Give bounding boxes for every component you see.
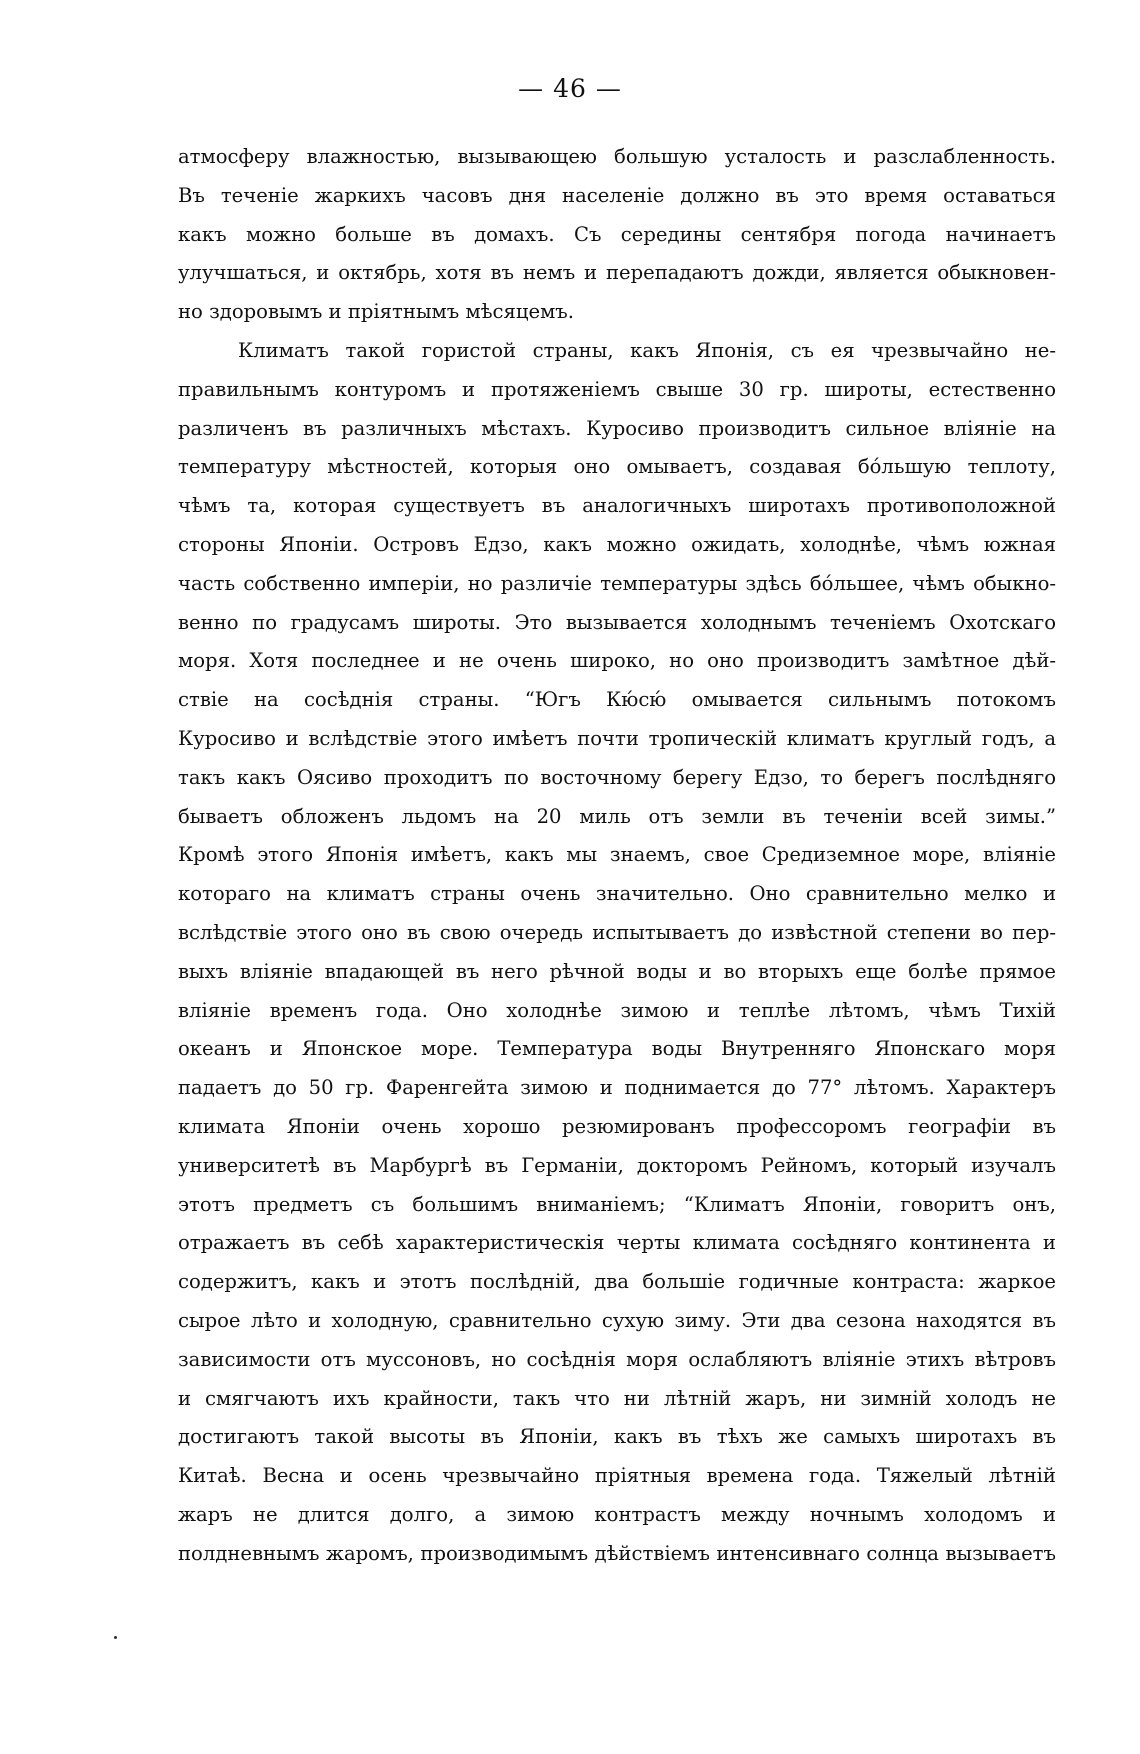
text-line: этотъ предметъ съ большимъ вниманіемъ; “Климатъ Японіи, говоритъ онъ, — [178, 1192, 1056, 1216]
text-line: котораго на климатъ страны очень значительно. Оно сравнительно мелко и — [178, 882, 1056, 906]
text-line: содержитъ, какъ и этотъ послѣдній, два большіе годичные контраста: жаркое — [178, 1270, 1056, 1294]
text-line: температуру мѣстностей, которыя оно омываетъ, создавая бо́льшую теплоту, — [178, 455, 1056, 479]
text-line: Въ теченіе жаркихъ часовъ дня населеніе должно въ это время оставаться — [178, 183, 1056, 207]
text-line: бываетъ обложенъ льдомъ на 20 миль отъ земли въ теченіи всей зимы.” — [178, 804, 1056, 828]
text-line: вслѣдствіе этого оно въ свою очередь испытываетъ до извѣстной степени во пер- — [178, 920, 1056, 944]
ink-speck — [114, 1636, 117, 1639]
text-line: атмосферу влажностью, вызывающею большую усталость и разслабленность. — [178, 145, 1056, 168]
text-line: падаетъ до 50 гр. Фаренгейта зимою и поднимается до 77° лѣтомъ. Характеръ — [178, 1076, 1056, 1100]
text-line: чѣмъ та, которая существуетъ въ аналогичныхъ широтахъ противоположной — [178, 494, 1056, 518]
text-line: университетѣ въ Марбургѣ въ Германіи, докторомъ Рейномъ, который изучалъ — [178, 1153, 1056, 1177]
text-line: улучшаться, и октябрь, хотя въ немъ и перепадаютъ дожди, является обыкновен- — [178, 261, 1056, 285]
text-line: полдневнымъ жаромъ, производимымъ дѣйствіемъ интенсивнаго солнца вызываетъ — [178, 1541, 1056, 1565]
text-line: Кромѣ этого Японія имѣетъ, какъ мы знаемъ, свое Средиземное море, вліяніе — [178, 843, 1056, 867]
text-line: океанъ и Японское море. Температура воды Внутренняго Японскаго моря — [178, 1037, 1056, 1061]
text-line: правильнымъ контуромъ и протяженіемъ свыше 30 гр. широты, естественно — [178, 377, 1056, 401]
text-line: зависимости отъ муссоновъ, но сосѣднія моря ослабляютъ вліяніе этихъ вѣтровъ — [178, 1347, 1056, 1371]
text-line: моря. Хотя последнее и не очень широко, но оно производитъ замѣтное дѣй- — [178, 649, 1056, 673]
text-line: различенъ въ различныхъ мѣстахъ. Куросиво производитъ сильное вліяніе на — [178, 416, 1056, 440]
text-line: но здоровымъ и пріятнымъ мѣсяцемъ. — [178, 300, 574, 324]
text-line: жаръ не длится долго, а зимою контрастъ между ночнымъ холодомъ и — [178, 1502, 1056, 1526]
text-line: Климатъ такой гористой страны, какъ Японія, съ ея чрезвычайно не- — [238, 338, 1056, 362]
text-line: сырое лѣто и холодную, сравнительно сухую зиму. Эти два сезона находятся въ — [178, 1308, 1056, 1332]
text-line: ствіе на сосѣднія страны. “Югъ Кю́сю́ омывается сильнымъ потокомъ — [178, 688, 1056, 712]
text-line: отражаетъ въ себѣ характеристическія черты климата сосѣдняго континента и — [178, 1231, 1056, 1255]
page-number: — 46 — — [518, 74, 622, 103]
text-line: венно по градусамъ широты. Это вызывается холоднымъ теченіемъ Охотскаго — [178, 610, 1056, 634]
body-text — [178, 138, 1056, 1573]
text-line: и смягчаютъ ихъ крайности, такъ что ни лѣтній жаръ, ни зимній холодъ не — [178, 1386, 1056, 1410]
text-line: вліяніе временъ года. Оно холоднѣе зимою и теплѣе лѣтомъ, чѣмъ Тихій — [178, 998, 1056, 1022]
text-line: Китаѣ. Весна и осень чрезвычайно пріятныя времена года. Тяжелый лѣтній — [178, 1464, 1056, 1488]
text-line: Куросиво и вслѣдствіе этого имѣетъ почти тропическій климатъ круглый годъ, а — [178, 726, 1056, 750]
text-line: какъ можно больше въ домахъ. Съ середины сентября погода начинаетъ — [178, 222, 1056, 246]
text-line: выхъ вліяніе впадающей въ него рѣчной воды и во вторыхъ еще болѣе прямое — [178, 959, 1056, 983]
text-line: такъ какъ Оясиво проходитъ по восточному берегу Едзо, то берегъ послѣдняго — [178, 765, 1056, 789]
text-line: часть собственно имперіи, но различіе температуры здѣсь бо́льшее, чѣмъ обыкно- — [178, 571, 1056, 595]
text-line: климата Японіи очень хорошо резюмированъ профессоромъ географіи въ — [178, 1114, 1056, 1138]
text-line: стороны Японіи. Островъ Едзо, какъ можно ожидать, холоднѣе, чѣмъ южная — [178, 532, 1056, 556]
text-line: достигаютъ такой высоты въ Японіи, какъ въ тѣхъ же самыхъ широтахъ въ — [178, 1425, 1056, 1449]
